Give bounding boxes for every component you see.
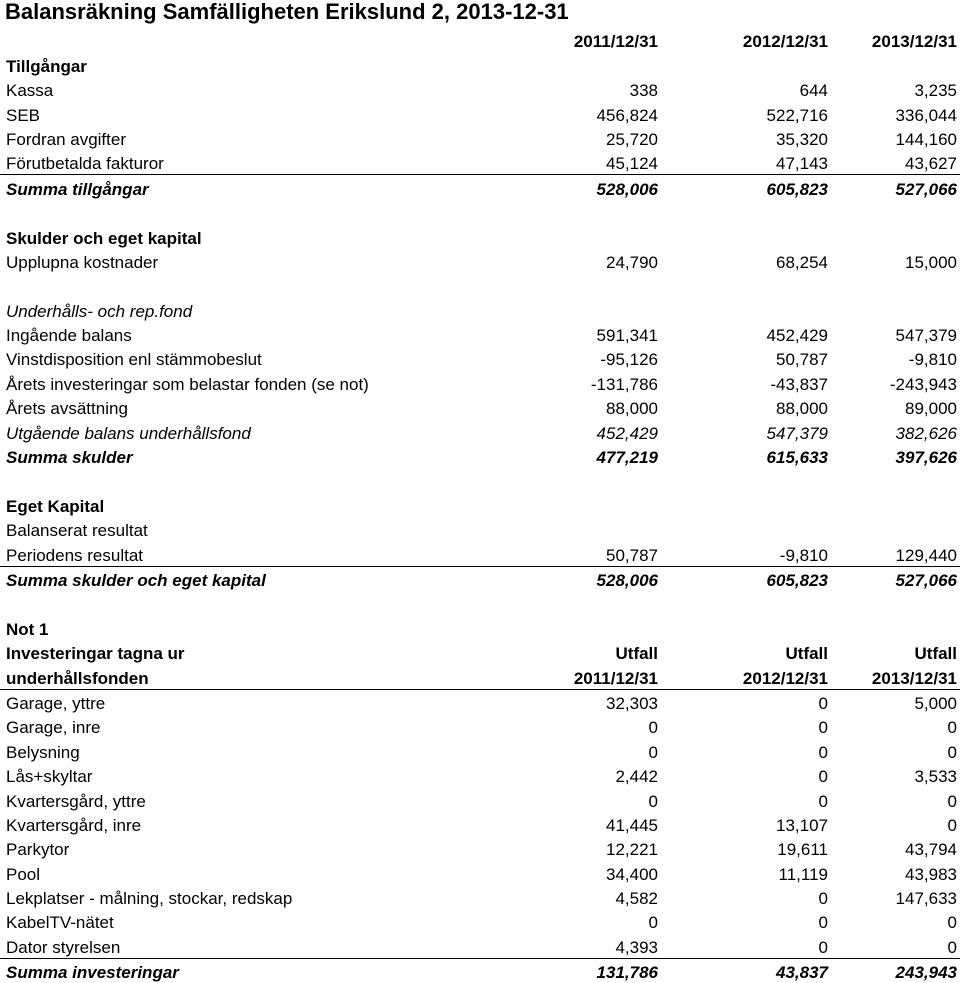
cell-value: -9,810 [908,350,957,370]
cell-value: 4,393 [488,933,662,958]
table-row [0,885,960,909]
row-label: KabelTV-nätet [6,913,114,933]
note-heading: Not 1 [6,619,49,639]
total-label: Summa tillgångar [6,179,149,199]
cell-value: 0 [947,718,957,738]
cell-value: 456,824 [596,105,658,125]
total-value: 243,943 [895,963,957,983]
table-row [0,346,960,370]
row-label: Förutbetalda fakturor [0,150,488,175]
note-header-row [0,640,960,664]
cell-value: 0 [818,791,828,811]
page-title: Balansräkning Samfälligheten Erikslund 2, 2013-12-31 [5,0,569,24]
cell-value: 0 [648,718,658,738]
table-row [0,836,960,860]
table-row [0,249,960,273]
cell-value: 129,440 [832,541,960,566]
row-label: Garage, inre [6,718,101,738]
row-label: Kassa [6,81,54,101]
column-header: 2012/12/31 [742,32,828,52]
cell-value: -243,943 [889,374,957,394]
cell-value: 15,000 [905,252,957,272]
note-header-value: Utfall [914,644,957,664]
row-label: Belysning [6,742,80,762]
table-row [0,787,960,811]
total-value: 615,633 [766,448,828,468]
cell-value: 452,429 [766,326,828,346]
total-label: Summa investeringar [6,963,179,983]
cell-value: 547,379 [766,423,828,443]
cell-value: 0 [818,742,828,762]
cell-value: 2,442 [615,767,658,787]
cell-value: 0 [818,693,828,713]
row-label: Kvartersgård, inre [6,815,142,835]
cell-value: 50,787 [776,350,828,370]
table-row [0,763,960,787]
cell-value: 3,533 [914,767,957,787]
column-header: 2011/12/31 [573,32,658,52]
spacer-row [0,273,960,297]
total-value: 43,837 [776,963,828,983]
row-label: Kvartersgård, yttre [6,791,146,811]
total-value: 527,066 [895,179,957,199]
cell-value: 0 [947,791,957,811]
cell-value: 0 [818,718,828,738]
cell-value: 43,794 [905,840,957,860]
subsection-heading: Underhålls- och rep.fond [6,301,193,321]
table-row [0,860,960,884]
section-heading-row [0,224,960,248]
cell-value: 0 [818,889,828,909]
cell-value: 0 [818,767,828,787]
cell-value: 50,787 [488,541,662,566]
table-row [0,541,960,566]
cell-value: 43,983 [905,864,957,884]
cell-value: 0 [818,913,828,933]
cell-value: 41,445 [606,815,658,835]
total-row [0,175,960,200]
cell-value: -43,837 [770,374,828,394]
cell-value: 144,160 [895,129,957,149]
cell-value: 591,341 [596,326,658,346]
table-row [0,395,960,419]
section-heading-row [0,52,960,76]
cell-value: -131,786 [590,374,658,394]
cell-value: 47,143 [662,150,832,175]
cell-value: 0 [832,933,960,958]
section-heading: Tillgångar [6,56,87,76]
cell-value: 88,000 [776,399,828,419]
row-label: Utgående balans underhållsfond [6,423,251,443]
table-row [0,738,960,762]
cell-value: 43,627 [832,150,960,175]
row-label: Parkytor [6,840,70,860]
cell-value: 3,235 [914,81,957,101]
total-value: 605,823 [766,179,828,199]
total-value: 528,006 [596,179,658,199]
table-row [0,322,960,346]
cell-value: 0 [662,933,832,958]
row-label: Årets investeringar som belastar fonden (se not) [6,374,369,394]
cell-value: 0 [648,913,658,933]
column-header: 2013/12/31 [871,32,957,52]
total-row [0,958,960,983]
section-heading: Skulder och eget kapital [6,228,202,248]
spacer-row [0,591,960,615]
spacer-row [0,200,960,224]
table-row [0,150,960,175]
row-label: Balanserat resultat [6,521,148,541]
subsection-heading-row [0,297,960,321]
row-label: Upplupna kostnader [6,252,159,272]
total-value: 605,823 [766,570,828,590]
cell-value: 25,720 [606,129,658,149]
balance-sheet-table [0,28,960,983]
cell-value: 35,320 [776,129,828,149]
total-value: 131,786 [596,963,658,983]
table-row [0,714,960,738]
row-label: Fordran avgifter [6,129,126,149]
cell-value: 0 [947,742,957,762]
cell-value: 0 [947,815,957,835]
cell-value: 0 [648,742,658,762]
cell-value: 336,044 [895,105,957,125]
row-label: Garage, yttre [6,693,106,713]
table-row [0,370,960,394]
table-row [0,689,960,714]
cell-value: 24,790 [606,252,658,272]
table-row [0,812,960,836]
section-heading: Eget Kapital [6,496,105,516]
total-value: 397,626 [895,448,957,468]
cell-value: 522,716 [766,105,828,125]
row-label: Dator styrelsen [0,933,488,958]
table-row [0,933,960,958]
total-row [0,566,960,591]
total-value: 528,006 [596,570,658,590]
row-label: Årets avsättning [6,399,128,419]
total-value: 477,219 [596,448,658,468]
table-row [0,126,960,150]
cell-value: 88,000 [606,399,658,419]
cell-value: 12,221 [606,840,658,860]
cell-value: 547,379 [895,326,957,346]
row-label: SEB [6,105,41,125]
section-heading-row [0,492,960,516]
cell-value: 452,429 [596,423,658,443]
total-row [0,444,960,468]
table-row [0,77,960,101]
note-header-value: Utfall [785,644,828,664]
cell-value: 338 [629,81,658,101]
note-header-label: Investeringar tagna ur [6,644,185,664]
row-label: Lekplatser - målning, stockar, redskap [6,889,293,909]
note-header-value: 2012/12/31 [662,664,832,689]
column-header-row [0,28,960,52]
cell-value: 45,124 [488,150,662,175]
note-heading-row [0,615,960,639]
note-header-value: Utfall [615,644,658,664]
spacer-row [0,468,960,492]
cell-value: 4,582 [615,889,658,909]
cell-value: 13,107 [776,815,828,835]
cell-value: 147,633 [895,889,957,909]
row-label: Vinstdisposition enl stämmobeslut [6,350,262,370]
cell-value: 0 [648,791,658,811]
table-row [0,517,960,541]
cell-value: 11,119 [778,864,828,884]
cell-value: 382,626 [895,423,957,443]
note-header-value: 2013/12/31 [832,664,960,689]
cell-value: 644 [799,81,828,101]
cell-value: 19,611 [777,840,828,860]
cell-value: 32,303 [606,693,658,713]
table-row [0,101,960,125]
note-header-row [0,664,960,689]
row-label: Periodens resultat [0,541,488,566]
row-label: Pool [6,864,41,884]
cell-value: 68,254 [776,252,828,272]
cell-value: -9,810 [662,541,832,566]
cell-value: 0 [947,913,957,933]
cell-value: -95,126 [600,350,658,370]
row-label: Ingående balans [6,326,132,346]
total-label: Summa skulder [6,448,133,468]
table-row [0,419,960,443]
note-header-label: underhållsfonden [0,664,488,689]
table-row [0,909,960,933]
total-label: Summa skulder och eget kapital [6,570,266,590]
cell-value: 5,000 [914,693,957,713]
total-value: 527,066 [895,570,957,590]
cell-value: 34,400 [606,864,658,884]
note-header-value: 2011/12/31 [488,664,662,689]
row-label: Lås+skyltar [6,767,93,787]
cell-value: 89,000 [905,399,957,419]
